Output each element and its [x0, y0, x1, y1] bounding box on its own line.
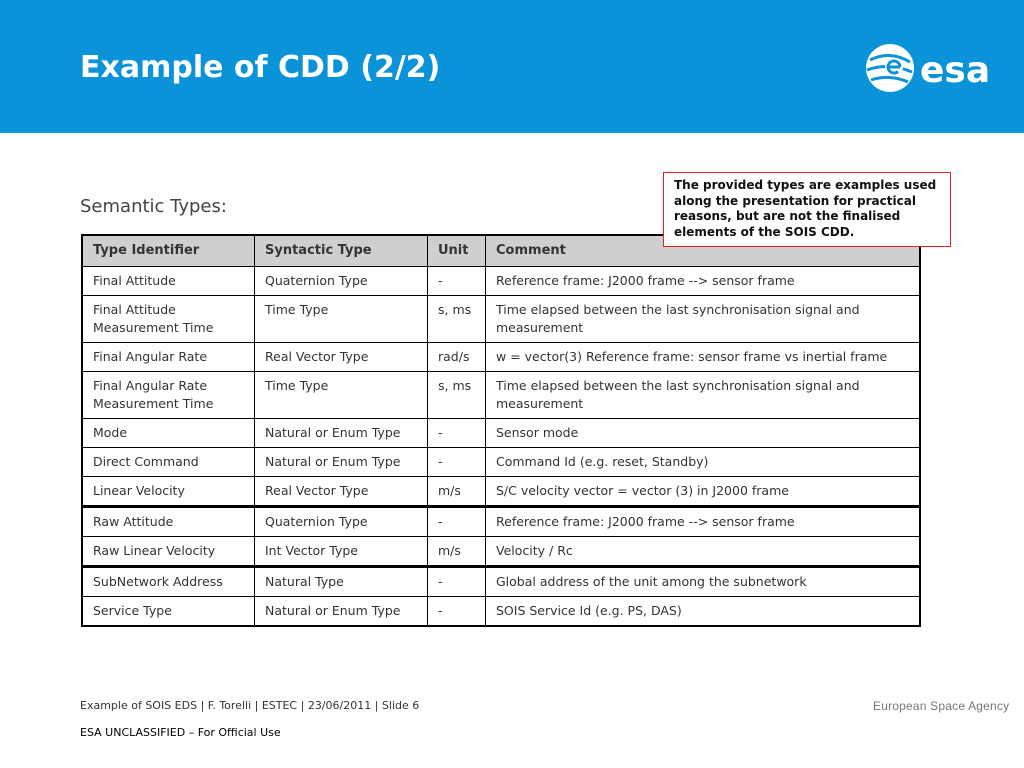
table-row — [82, 419, 920, 448]
table-row — [82, 296, 920, 343]
cell-unit: - — [428, 419, 486, 448]
table-row — [82, 537, 920, 567]
table-row — [82, 448, 920, 477]
cell-syntactic-type: Natural Type — [255, 567, 428, 597]
cell-comment: Sensor mode — [486, 419, 921, 448]
col-header-unit: Unit — [428, 235, 486, 267]
cell-comment: Reference frame: J2000 frame --> sensor frame — [486, 507, 921, 537]
footer-agency-name: European Space Agency — [873, 699, 1010, 713]
cell-type-identifier: Mode — [82, 419, 255, 448]
footer-classification: ESA UNCLASSIFIED – For Official Use — [80, 726, 281, 739]
cell-type-identifier: Final Attitude — [82, 267, 255, 296]
table-row — [82, 597, 920, 627]
table-row — [82, 507, 920, 537]
col-header-type-identifier: Type Identifier — [82, 235, 255, 267]
cell-unit: - — [428, 448, 486, 477]
cell-type-identifier: SubNetwork Address — [82, 567, 255, 597]
cell-syntactic-type: Int Vector Type — [255, 537, 428, 567]
cell-unit: m/s — [428, 537, 486, 567]
cell-type-identifier: Raw Linear Velocity — [82, 537, 255, 567]
table-row — [82, 343, 920, 372]
table-row — [82, 567, 920, 597]
section-subtitle: Semantic Types: — [80, 196, 227, 217]
cell-comment: Command Id (e.g. reset, Standby) — [486, 448, 921, 477]
table-row — [82, 477, 920, 507]
disclaimer-note: The provided types are examples used along the presentation for practical reasons, but are not the finalised elements of the SOIS CDD. — [663, 172, 951, 247]
cell-syntactic-type: Natural or Enum Type — [255, 448, 428, 477]
col-header-comment: Comment — [486, 235, 921, 267]
cell-unit: - — [428, 507, 486, 537]
esa-globe-icon — [866, 44, 914, 92]
cell-comment: w = vector(3) Reference frame: sensor frame vs inertial frame — [486, 343, 921, 372]
slide-header — [0, 0, 1024, 133]
cell-comment: Time elapsed between the last synchronisation signal and measurement — [486, 372, 921, 419]
cell-syntactic-type: Real Vector Type — [255, 343, 428, 372]
cell-type-identifier: Raw Attitude — [82, 507, 255, 537]
cell-syntactic-type: Natural or Enum Type — [255, 597, 428, 627]
cell-unit: - — [428, 267, 486, 296]
cell-unit: m/s — [428, 477, 486, 507]
cell-type-identifier: Service Type — [82, 597, 255, 627]
col-header-syntactic-type: Syntactic Type — [255, 235, 428, 267]
semantic-types-table — [81, 234, 921, 627]
cell-unit: - — [428, 567, 486, 597]
cell-syntactic-type: Real Vector Type — [255, 477, 428, 507]
slide-title: Example of CDD (2/2) — [80, 50, 441, 85]
cell-comment: Time elapsed between the last synchronisation signal and measurement — [486, 296, 921, 343]
cell-type-identifier: Linear Velocity — [82, 477, 255, 507]
cell-comment: SOIS Service Id (e.g. PS, DAS) — [486, 597, 921, 627]
cell-unit: s, ms — [428, 372, 486, 419]
cell-syntactic-type: Quaternion Type — [255, 507, 428, 537]
esa-logo — [862, 40, 1002, 96]
table-row — [82, 267, 920, 296]
footer-info: Example of SOIS EDS | F. Torelli | ESTEC | 23/06/2011 | Slide 6 — [80, 699, 420, 712]
cell-type-identifier: Final Angular Rate — [82, 343, 255, 372]
cell-syntactic-type: Quaternion Type — [255, 267, 428, 296]
cell-type-identifier: Final Attitude Measurement Time — [82, 296, 255, 343]
cell-comment: S/C velocity vector = vector (3) in J2000 frame — [486, 477, 921, 507]
cell-comment: Velocity / Rc — [486, 537, 921, 567]
cell-comment: Global address of the unit among the subnetwork — [486, 567, 921, 597]
cell-syntactic-type: Time Type — [255, 372, 428, 419]
cell-unit: rad/s — [428, 343, 486, 372]
cell-unit: s, ms — [428, 296, 486, 343]
cell-type-identifier: Direct Command — [82, 448, 255, 477]
cell-unit: - — [428, 597, 486, 627]
logo-text: esa — [920, 50, 991, 91]
cell-type-identifier: Final Angular Rate Measurement Time — [82, 372, 255, 419]
cell-syntactic-type: Time Type — [255, 296, 428, 343]
table-row — [82, 372, 920, 419]
cell-syntactic-type: Natural or Enum Type — [255, 419, 428, 448]
cell-comment: Reference frame: J2000 frame --> sensor frame — [486, 267, 921, 296]
